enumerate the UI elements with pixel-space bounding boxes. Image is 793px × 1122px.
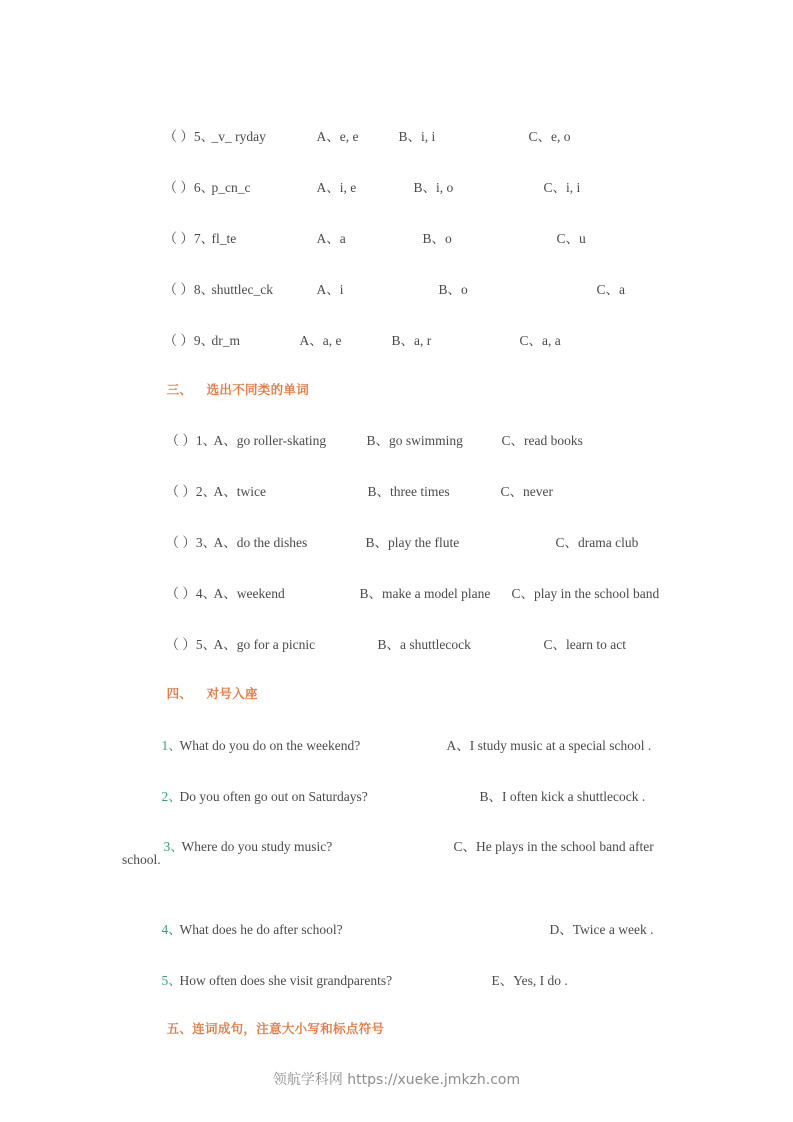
matching-row bbox=[150, 820, 654, 874]
choice-b: B、make a model plane bbox=[359, 586, 491, 601]
choice-a: A、go for a picnic bbox=[213, 637, 316, 652]
choice-c: C、a bbox=[596, 282, 625, 297]
question-marker: （ ）5、 bbox=[165, 637, 217, 652]
choice-b: B、i, o bbox=[413, 180, 454, 195]
section-four-heading bbox=[148, 669, 258, 717]
choice-b: B、a, r bbox=[391, 333, 432, 348]
matching-answer: E、Yes, I do . bbox=[491, 973, 568, 988]
question-stem: shuttlec_ck bbox=[211, 282, 273, 297]
question-row bbox=[152, 618, 626, 672]
question-marker: （ ）7、 bbox=[163, 231, 215, 246]
question-row bbox=[150, 212, 586, 266]
item-number: 2、 bbox=[161, 789, 182, 804]
matching-row bbox=[148, 770, 645, 824]
section-five-number: 五、 bbox=[166, 1021, 193, 1036]
question-stem: fl_te bbox=[211, 231, 237, 246]
question-marker: （ ）9、 bbox=[163, 333, 215, 348]
question-marker: （ ）4、 bbox=[165, 586, 217, 601]
question-marker: （ ）6、 bbox=[163, 180, 215, 195]
choice-a: A、e, e bbox=[316, 129, 359, 144]
section-four-number: 四、 bbox=[166, 686, 193, 701]
question-row bbox=[150, 110, 571, 164]
choice-a: A、a bbox=[316, 231, 346, 246]
question-marker: （ ）5、 bbox=[163, 129, 215, 144]
matching-question: What do you do on the weekend? bbox=[179, 738, 361, 753]
matching-answer-wrap: school. bbox=[122, 852, 161, 867]
site-watermark: 领航学科网 https://xueke.jmkzh.com bbox=[272, 1072, 521, 1088]
choice-b: B、a shuttlecock bbox=[377, 637, 471, 652]
question-marker: （ ）8、 bbox=[163, 282, 215, 297]
choice-a: A、do the dishes bbox=[213, 535, 308, 550]
choice-c: C、read books bbox=[501, 433, 583, 448]
question-row bbox=[150, 161, 580, 215]
choice-b: B、go swimming bbox=[366, 433, 463, 448]
item-number: 1、 bbox=[161, 738, 182, 753]
matching-answer: C、He plays in the school band after bbox=[453, 839, 654, 854]
question-row bbox=[152, 414, 583, 468]
choice-c: C、play in the school band bbox=[511, 586, 660, 601]
question-row bbox=[152, 567, 659, 621]
section-four-title: 对号入座 bbox=[206, 686, 258, 701]
choice-a: A、twice bbox=[213, 484, 266, 499]
choice-c: C、never bbox=[500, 484, 553, 499]
question-row bbox=[152, 465, 553, 519]
question-marker: （ ）2、 bbox=[165, 484, 217, 499]
choice-c: C、a, a bbox=[519, 333, 561, 348]
section-three-number: 三、 bbox=[166, 382, 193, 397]
question-stem: dr_m bbox=[211, 333, 240, 348]
matching-row bbox=[148, 719, 651, 773]
choice-a: A、i bbox=[316, 282, 344, 297]
matching-question: What does he do after school? bbox=[179, 922, 343, 937]
question-row bbox=[152, 516, 638, 570]
choice-b: B、play the flute bbox=[365, 535, 460, 550]
choice-b: B、three times bbox=[367, 484, 450, 499]
question-marker: （ ）1、 bbox=[165, 433, 217, 448]
question-row bbox=[150, 263, 625, 317]
item-number: 3、 bbox=[163, 839, 184, 854]
question-row bbox=[150, 314, 561, 368]
matching-answer: D、Twice a week . bbox=[549, 922, 654, 937]
choice-c: C、i, i bbox=[543, 180, 581, 195]
choice-c: C、u bbox=[556, 231, 586, 246]
matching-answer: A、I study music at a special school . bbox=[446, 738, 652, 753]
section-three-title: 选出不同类的单词 bbox=[206, 382, 310, 397]
section-three-heading bbox=[148, 365, 309, 413]
choice-a: A、weekend bbox=[213, 586, 285, 601]
choice-c: C、drama club bbox=[555, 535, 639, 550]
matching-row bbox=[148, 954, 568, 1008]
choice-b: B、i, i bbox=[398, 129, 436, 144]
item-number: 4、 bbox=[161, 922, 182, 937]
item-number: 5、 bbox=[161, 973, 182, 988]
section-five-heading bbox=[148, 1004, 384, 1052]
question-stem: _v_ ryday bbox=[211, 129, 266, 144]
choice-a: A、a, e bbox=[299, 333, 342, 348]
choice-c: C、learn to act bbox=[543, 637, 626, 652]
matching-row bbox=[148, 903, 654, 957]
choice-a: A、go roller-skating bbox=[213, 433, 327, 448]
matching-question: Where do you study music? bbox=[181, 839, 333, 854]
matching-answer: B、I often kick a shuttlecock . bbox=[479, 789, 646, 804]
section-five-title: 连词成句，注意大小写和标点符号 bbox=[192, 1021, 385, 1036]
question-stem: p_cn_c bbox=[211, 180, 251, 195]
matching-question: Do you often go out on Saturdays? bbox=[179, 789, 368, 804]
choice-b: B、o bbox=[422, 231, 452, 246]
choice-a: A、i, e bbox=[316, 180, 357, 195]
question-marker: （ ）3、 bbox=[165, 535, 217, 550]
choice-b: B、o bbox=[438, 282, 468, 297]
matching-question: How often does she visit grandparents? bbox=[179, 973, 393, 988]
choice-c: C、e, o bbox=[528, 129, 571, 144]
